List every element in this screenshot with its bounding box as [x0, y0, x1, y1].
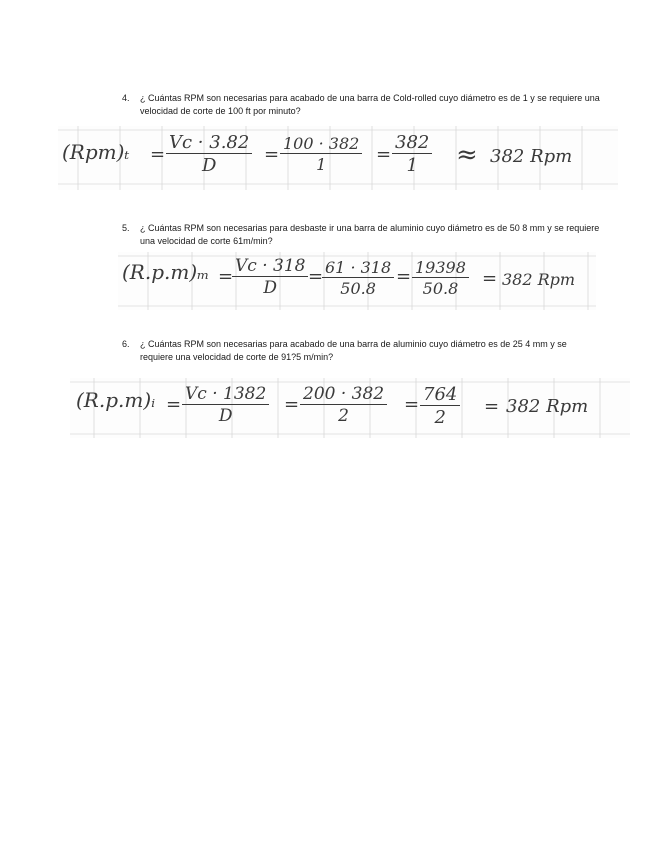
equals-sign: = [218, 266, 234, 287]
handwritten-work-5 [118, 252, 596, 310]
formula-lhs: (Rpm)ₜ [62, 140, 130, 164]
numerator: Vc · 3.82 [166, 132, 252, 154]
fraction-simplified [420, 384, 460, 428]
equals-sign: = [404, 394, 420, 415]
handwritten-work-6 [70, 378, 630, 438]
denominator: D [263, 278, 278, 298]
result-text: 382 Rpm [502, 270, 576, 289]
approx-sign: ≈ [456, 140, 478, 170]
denominator: 2 [338, 406, 349, 426]
numerator: 382 [392, 132, 432, 154]
equals-sign: = [308, 266, 324, 287]
fraction-substitution [280, 134, 362, 174]
fraction-substitution [322, 258, 394, 298]
question-number: 4. [122, 93, 130, 103]
question-text: ¿ Cuántas RPM son necesarias para acabado de una barra de aluminio cuyo diámetro es de 25 4 mm y se requiere una velocidad de corte de 91?5 m/min? [140, 339, 567, 362]
question-text: ¿ Cuántas RPM son necesarias para acabado de una barra de Cold-rolled cuyo diámetro es de 1 y se requiere una velocidad de corte de 100 ft por minuto? [140, 93, 600, 116]
fraction-substitution [300, 384, 387, 426]
equals-sign: = [484, 396, 500, 417]
fraction-simplified [392, 132, 432, 176]
numerator: 19398 [412, 258, 469, 278]
denominator: D [201, 155, 217, 176]
equals-sign: = [284, 394, 300, 415]
denominator: 1 [316, 155, 327, 174]
result-text: 382 Rpm [506, 396, 589, 417]
question-number: 5. [122, 223, 130, 233]
denominator: 50.8 [340, 279, 376, 298]
numerator: Vc · 1382 [182, 384, 269, 405]
equals-sign: = [166, 394, 182, 415]
numerator: 61 · 318 [322, 258, 394, 278]
denominator: 2 [434, 407, 446, 428]
denominator: 50.8 [422, 279, 459, 298]
result-text: 382 Rpm [490, 146, 573, 167]
formula-lhs: (R.p.m)ᵢ [76, 388, 156, 412]
fraction-simplified [412, 258, 469, 298]
fraction-formula [232, 256, 308, 298]
fraction-formula [166, 132, 252, 176]
fraction-formula [182, 384, 269, 426]
handwritten-work-4 [58, 126, 618, 190]
denominator: D [218, 406, 233, 426]
equals-sign: = [396, 266, 412, 287]
numerator: 200 · 382 [300, 384, 387, 405]
equals-sign: = [482, 268, 498, 289]
formula-lhs: (R.p.m)ₘ [122, 260, 210, 284]
question-number: 6. [122, 339, 130, 349]
numerator: 764 [420, 384, 460, 406]
equals-sign: = [150, 144, 166, 165]
numerator: 100 · 382 [280, 134, 362, 154]
question-text: ¿ Cuántas RPM son necesarias para desbaste ir una barra de aluminio cuyo diámetro es de 50 8 mm y se requiere una velocidad de corte 61m/min? [140, 223, 600, 246]
equals-sign: = [264, 144, 280, 165]
equals-sign: = [376, 144, 392, 165]
numerator: Vc · 318 [232, 256, 308, 277]
denominator: 1 [406, 155, 418, 176]
